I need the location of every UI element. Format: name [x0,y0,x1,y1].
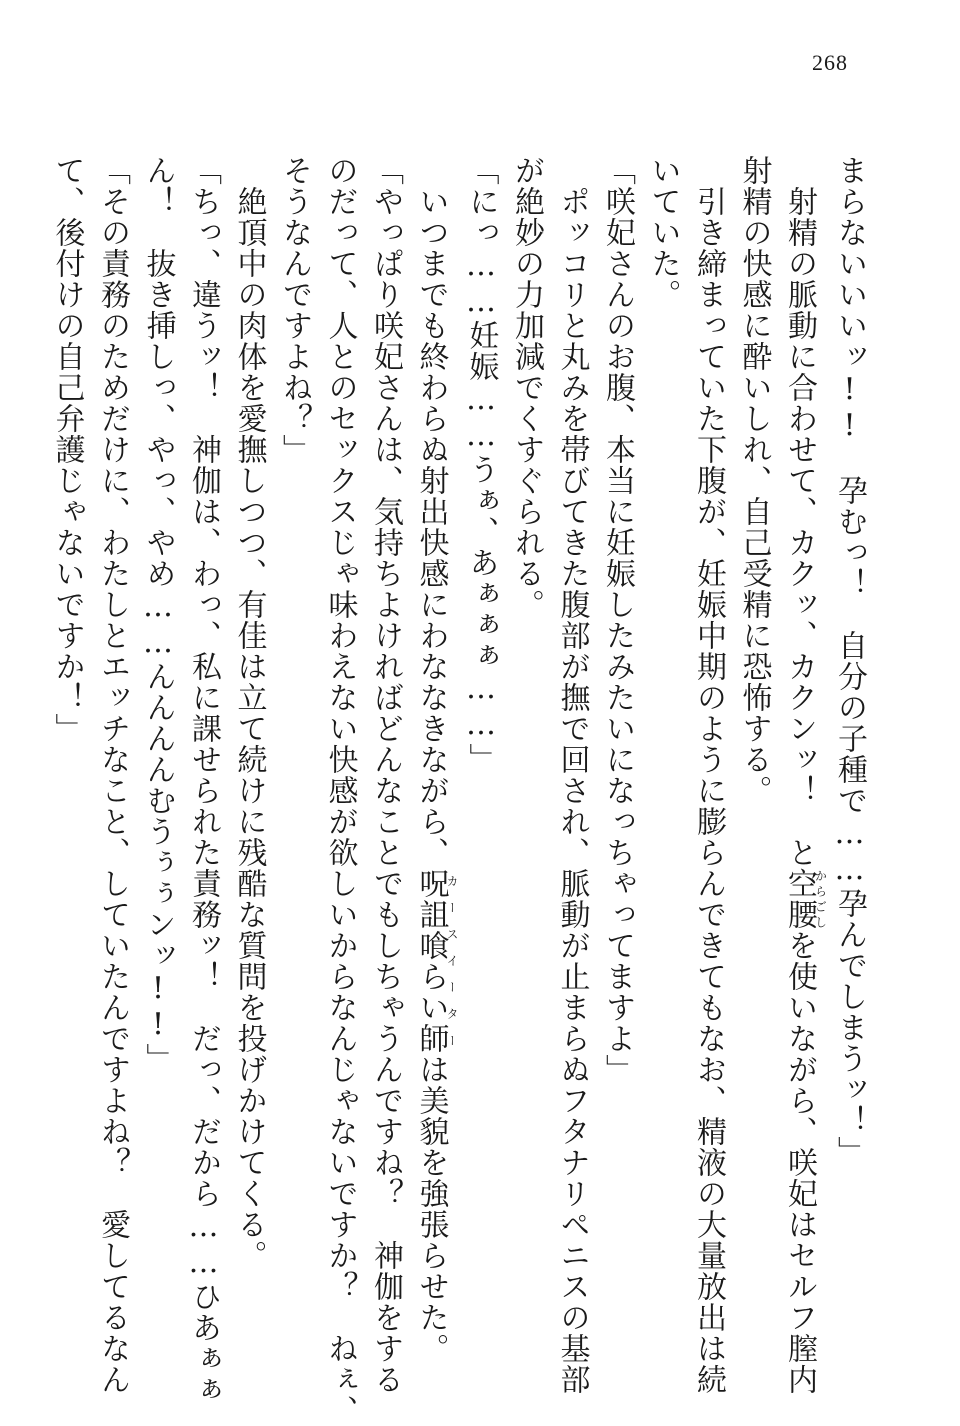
text-line: ん！ 抜き挿しっ、やっ、やめ……んんんんむうぅぅンッ!!」 [140,155,176,1074]
text-line: 引き締まっていた下腹が、妊娠中期のように膨らんできてもなお、精液の大量放出は続 [691,155,726,1395]
text-line: 「その責務のためだけに、わたしとエッチなこと、していたんですよね？ 愛してるなん [95,155,130,1395]
ruby-word: 呪詛喰らい師カースイーター [413,868,459,1054]
text-line: が絶妙の力加減でくすぐられる。 [509,155,544,620]
text-line: 「咲妃さんのお腹、本当に妊娠したみたいになっちゃってますよ」 [600,155,635,1085]
text-line: 「にっ……妊娠……うぁ、あぁぁぁ……」 [463,155,499,774]
page-number: 268 [812,50,848,75]
text-line: 「ちっ、違うッ！ 神伽は、わっ、私に課せられた責務ッ！ だっ、だから……ひあぁぁ [186,155,221,1405]
text-line: て、後付けの自己弁護じゃないですか！」 [49,155,85,744]
text-line: のだって、人とのセックスじゃ味わえない快感が欲しいからなんじゃないですか？ ねぇ、 [322,155,358,1426]
ruby-word: 空腰からごし [782,868,828,930]
novel-text-body [44,155,872,1426]
text-line: まらないいいッ!! 孕むっ！ 自分の子種で……孕んでしまうッ！」 [832,155,867,1167]
text-line: いていた。 [645,155,681,310]
text-line: ポッコリと丸みを帯びてきた腹部が撫で回され、脈動が止まらぬフタナリペニスの基部 [554,155,590,1395]
text-line: 射精の脈動に合わせて、カクッ、カクンッ！ と空腰からごしを使いながら、咲妃はセルフ膣内 [782,155,828,1395]
text-line: 射精の快感に酔いしれ、自己受精に恐怖する。 [736,155,772,806]
text-line: そうなんですよね？」 [277,155,312,465]
text-line: いつまでも終わらぬ射出快感にわななきながら、呪詛喰らい師カースイーターは美貌を強張らせた。 [413,155,459,1364]
text-line: 絶頂中の肉体を愛撫しつつ、有佳は立て続けに残酷な質問を投げかけてくる。 [231,155,267,1271]
text-line: 「やっぱり咲妃さんは、気持ちよければどんなことでもしちゃうんですね？ 神伽をする [368,155,403,1395]
